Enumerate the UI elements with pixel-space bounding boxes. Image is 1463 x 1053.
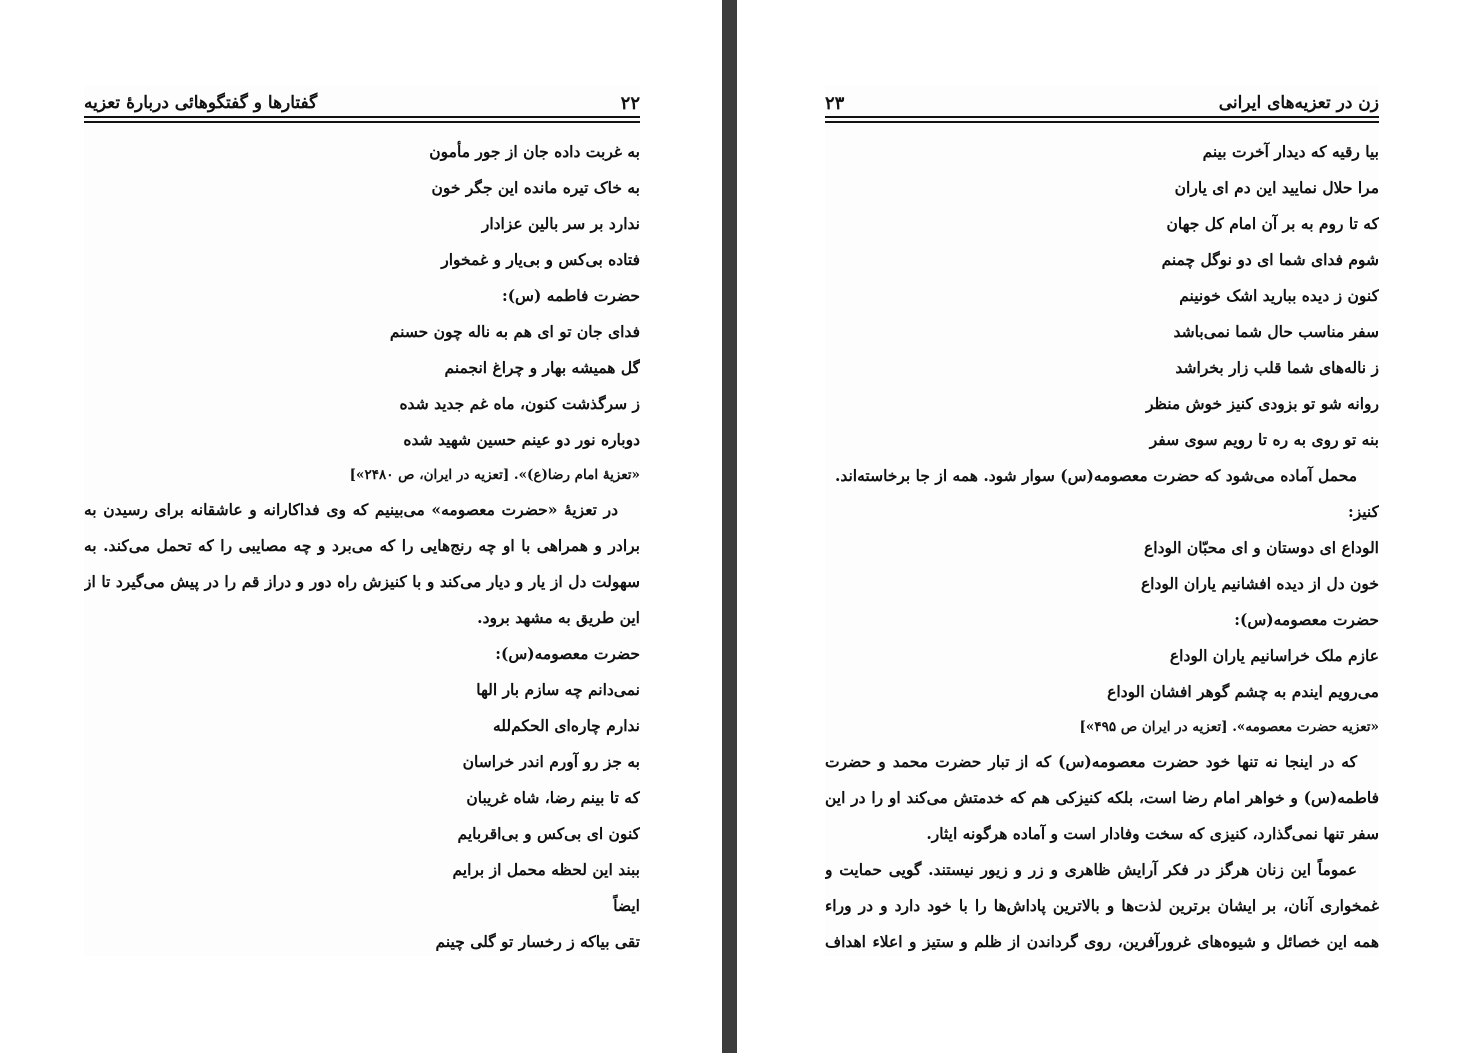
right-page-number: ۲۳ (825, 92, 845, 114)
verse-line: شوم فدای شما ای دو نوگل چمنم (1161, 250, 1379, 269)
verse-line: که تا روم به بر آن امام کل جهان (1166, 214, 1379, 233)
verse-line: فتاده بی‌کس و بی‌یار و غمخوار (441, 250, 640, 269)
prose-line: سفر تنها نمی‌گذارد، کنیزی که سخت وفادار است و آماده هرگونه ایثار. (926, 824, 1379, 843)
prose-line: که در اینجا نه تنها خود حضرت معصومه(س) که از تبار حضرت محمد و حضرت (825, 752, 1357, 771)
verse-line: ببند این لحظه محمل از برایم (452, 860, 640, 879)
header-rule (825, 121, 1379, 123)
prose-line: در تعزیهٔ «حضرت معصومه» می‌بینیم که وی فداکارانه و عاشقانه برای رسیدن به (84, 500, 618, 519)
verse-line: به غربت داده جان از جور مأمون (429, 142, 640, 161)
header-rule (825, 116, 1379, 118)
verse-line: ندارد بر سر بالین عزادار (481, 214, 640, 233)
header-rule (84, 116, 640, 118)
verse-line: به خاک تیره مانده این جگر خون (431, 178, 640, 197)
verse-line: گل همیشه بهار و چراغ انجمنم (444, 358, 640, 377)
verse-line: فدای جان تو ای هم به ناله چون حسنم (389, 322, 640, 341)
verse-line: نمی‌دانم چه سازم بار الها (476, 680, 640, 699)
verse-line: دوباره نور دو عینم حسین شهید شده (403, 430, 640, 449)
speaker-heading: حضرت معصومه(س): (495, 644, 640, 663)
verse-line: سفر مناسب حال شما نمی‌باشد (1173, 322, 1379, 341)
verse-line: به جز رو آورم اندر خراسان (462, 752, 640, 771)
verse-line: تقی بیاکه ز رخسار تو گلی چینم (435, 932, 640, 951)
left-page-number: ۲۲ (620, 92, 640, 114)
verse-line: خون دل از دیده افشانیم یاران الوداع (1140, 574, 1379, 593)
source-citation: «تعزیه حضرت معصومه». [تعزیه در ایران ص ۴۹۵»] (1079, 719, 1379, 735)
right-page-body (825, 134, 1379, 960)
verse-line: عازم ملک خراسانیم یاران الوداع (1169, 646, 1379, 665)
verse-line: ز ناله‌های شما قلب زار بخراشد (1175, 358, 1379, 377)
prose-line: غمخواری آنان، بر ایشان برترین لذت‌ها و بالاترین پاداش‌ها را با خود دارد و در وراء (825, 896, 1379, 915)
prose-line: همه این خصائل و شیوه‌های غرورآفرین، روی گرداندن از ظلم و ستیز و اعلاء اهداف (825, 932, 1379, 951)
verse-line: الوداع ای دوستان و ای محبّان الوداع (1144, 538, 1379, 557)
verse-line: که تا بینم رضا، شاه غریبان (466, 788, 640, 807)
right-running-title: زن در تعزیه‌های ایرانی (1218, 93, 1379, 113)
speaker-heading: حضرت معصومه(س): (1234, 610, 1379, 629)
speaker-heading: کنیز: (1347, 502, 1379, 521)
speaker-heading: ایضاً (613, 896, 640, 915)
speaker-heading: حضرت فاطمه (س): (501, 286, 640, 305)
verse-line: می‌رویم ایندم به چشم گوهر افشان الوداع (1107, 682, 1379, 701)
left-page-header (84, 86, 640, 120)
verse-line: ز سرگذشت کنون، ماه غم جدید شده (399, 394, 640, 413)
verse-line: بنه تو روی به ره تا رویم سوی سفر (1149, 430, 1379, 449)
prose-line: فاطمه(س) و خواهر امام رضا است، بلکه کنیزکی هم که خدمتش می‌کند او را در این (825, 788, 1379, 807)
header-rule (84, 121, 640, 123)
verse-line: ندارم چاره‌ای الحکم‌لله (492, 716, 640, 735)
left-running-title: گفتارها و گفتگوهائی دربارهٔ تعزیه (84, 93, 318, 113)
prose-line: سهولت دل از یار و دیار می‌کند و با کنیزش راه دور و دراز قم را در پیش می‌گیرد تا از (84, 572, 640, 591)
prose-line: این طریق به مشهد برود. (477, 608, 640, 627)
verse-line: بیا رقیه که دیدار آخرت بینم (1202, 142, 1379, 161)
verse-line: مرا حلال نمایید این دم ای یاران (1174, 178, 1379, 197)
stage-direction: محمل آماده می‌شود که حضرت معصومه(س) سوار شود. همه از جا برخاسته‌اند. (834, 466, 1357, 485)
verse-line: روانه شو تو بزودی کنیز خوش منظر (1145, 394, 1379, 413)
prose-line: عموماً این زنان هرگز در فکر آرایش ظاهری و زر و زیور نیستند. گویی حمایت و (825, 860, 1357, 879)
left-page (0, 0, 722, 1053)
verse-line: کنون ای بی‌کس و بی‌اقربایم (457, 824, 640, 843)
source-citation: «تعزیهٔ امام رضا(ع)». [تعزیه در ایران، ص ۲۴۸۰»] (349, 467, 640, 483)
right-page-header (825, 86, 1379, 120)
prose-line: برادر و همراهی با او چه رنج‌هایی را که می‌برد و چه مصایبی را که تحمل می‌کند. به (84, 536, 640, 555)
right-page (737, 0, 1463, 1053)
left-page-sheet (84, 86, 640, 956)
left-page-body (84, 134, 640, 960)
book-gutter (722, 0, 737, 1053)
right-page-sheet (825, 86, 1379, 956)
verse-line: کنون ز دیده ببارید اشک خونینم (1179, 286, 1379, 305)
